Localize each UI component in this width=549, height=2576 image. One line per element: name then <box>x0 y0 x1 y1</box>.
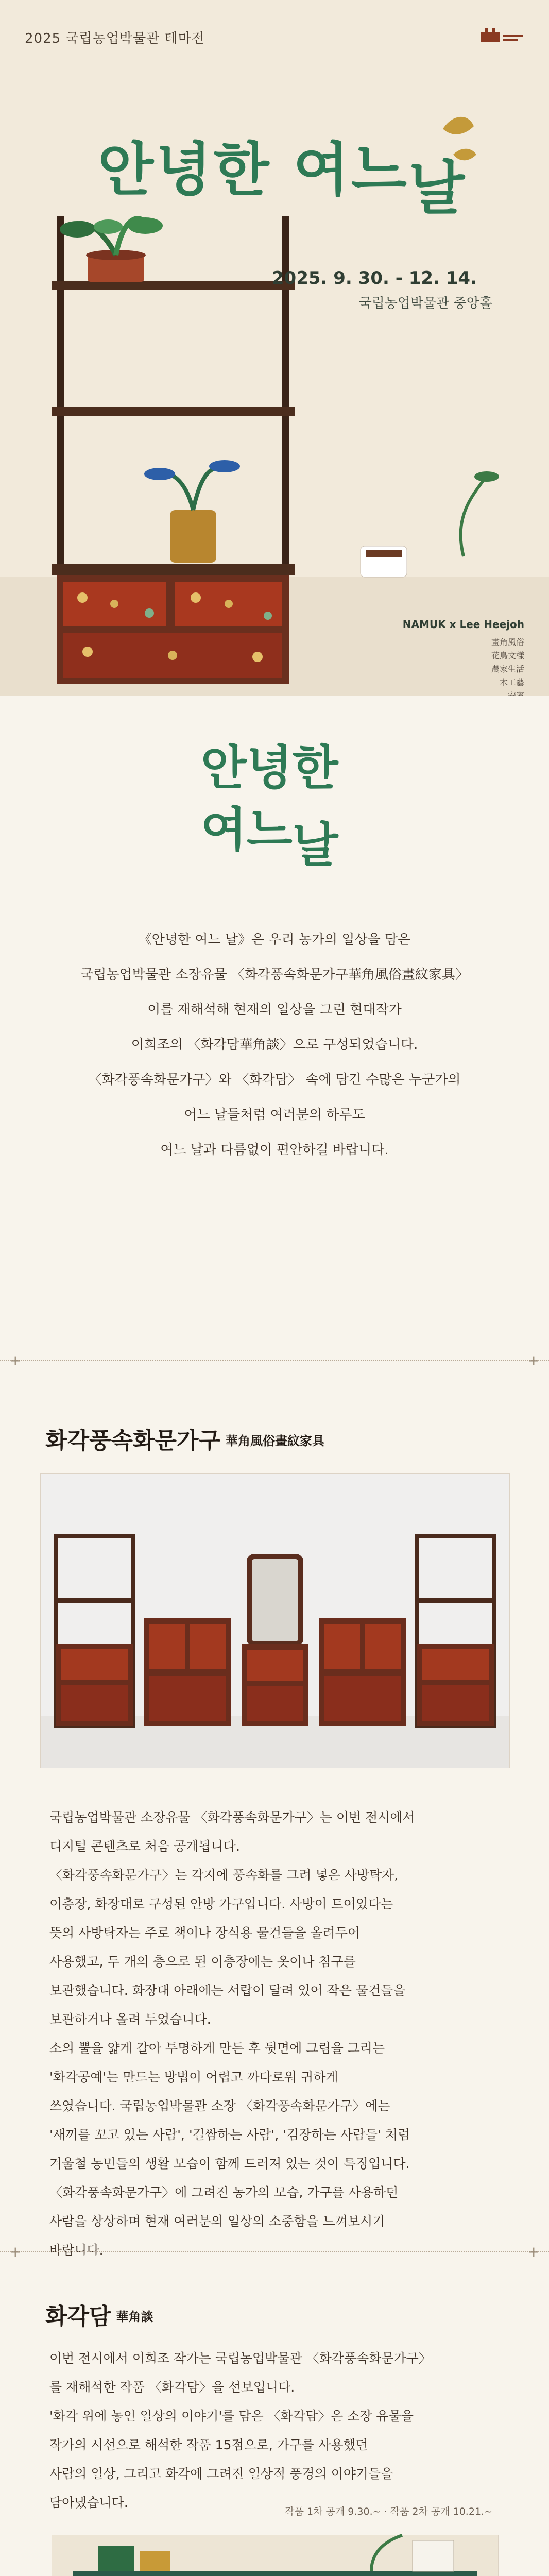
furniture-set-image <box>41 1474 509 1768</box>
intro-title-line-1: 안녕한 <box>201 740 338 795</box>
paragraph-line: 를 재해석한 작품 〈화각담〉을 선보입니다. <box>49 2380 295 2395</box>
paragraph-line: 어느 날들처럼 여러분의 하루도 <box>184 1107 365 1123</box>
paragraph-line: 국립농업박물관 소장유물 〈화각풍속화문가구〉는 이번 전시에서 <box>49 1810 415 1825</box>
collaboration-credit: NAMUK x Lee Heejoh <box>402 618 524 631</box>
intro-title-line-2b: 날 <box>292 817 338 873</box>
paragraph-line: 뜻의 사방탁자는 주로 책이나 장식용 물건들을 올려두어 <box>49 1925 361 1940</box>
hanja-line: 農家生活 <box>491 664 524 674</box>
paragraph-line: 보관하거나 올려 두었습니다. <box>49 2012 211 2027</box>
artwork-title <box>45 2298 153 2331</box>
paragraph-line: '새끼를 꼬고 있는 사람', '길쌈하는 사람', '김장하는 사람들' 처럼 <box>49 2127 410 2142</box>
paragraph-line: '화각 위에 놓인 일상의 이야기'를 담은 〈화각담〉은 소장 유물을 <box>49 2409 414 2424</box>
paragraph-line: '화각공예'는 만드는 방법이 어렵고 까다로워 귀하게 <box>49 2070 338 2084</box>
release-schedule: 작품 1차 공개 9.30.~ · 작품 2차 공개 10.21.~ <box>285 2506 492 2517</box>
paragraph-line: 이를 재해석해 현재의 일상을 그린 현대작가 <box>147 1002 402 1018</box>
hero-section <box>0 0 549 696</box>
paragraph-line: 사람을 상상하며 현재 여러분의 일상의 소중함을 느껴보시기 <box>49 2214 385 2229</box>
paragraph-line: 담아냈습니다. <box>49 2495 128 2510</box>
paragraph-line: 이희조의 〈화각담華角談〉으로 구성되었습니다. <box>131 1037 418 1053</box>
exhibition-label: 2025 국립농업박물관 테마전 <box>25 31 205 46</box>
title-part-2: 날 <box>408 155 467 222</box>
artwork-paragraph <box>49 2344 500 2517</box>
furniture-title-text: 화각풍속화문가구 <box>45 1428 221 1454</box>
hanja-line: 木工藝 <box>499 677 524 687</box>
artwork-title-hanja: 華角談 <box>116 2310 153 2324</box>
exhibition-date: 2025. 9. 30. - 12. 14. <box>271 268 477 289</box>
plus-mark-icon: + <box>527 1352 540 1369</box>
museum-logo-icon <box>479 25 525 45</box>
paragraph-line: 〈화각풍속화문가구〉에 그려진 농가의 모습, 가구를 사용하던 <box>49 2185 399 2200</box>
artwork-title-text: 화각담 <box>45 2303 111 2330</box>
paragraph-line: 〈화각풍속화문가구〉는 각지에 풍속화를 그려 넣은 사방탁자, <box>49 1868 399 1883</box>
furniture-title-hanja: 華角風俗畫紋家具 <box>226 1434 325 1448</box>
paragraph-line: 여느 날과 다름없이 편안하길 바랍니다. <box>160 1142 389 1158</box>
paragraph-line: 사용했고, 두 개의 층으로 된 이층장에는 옷이나 침구를 <box>49 1954 356 1969</box>
hero-illustration <box>0 0 549 696</box>
paragraph-line: 소의 뿔을 얇게 갈아 투명하게 만든 후 뒷면에 그림을 그리는 <box>49 2041 385 2056</box>
paragraph-line: 겨울철 농민들의 생활 모습이 함께 드러져 있는 것이 특징입니다. <box>49 2156 410 2171</box>
title-part-1: 안녕한 여느 <box>98 136 409 204</box>
paragraph-line: 국립농업박물관 소장유물 〈화각풍속화문가구華角風俗畫紋家具〉 <box>80 967 469 982</box>
paragraph-line: 사람의 일상, 그리고 화각에 그려진 일상적 풍경의 이야기들을 <box>49 2466 393 2481</box>
furniture-title <box>45 1422 324 1455</box>
paragraph-line: 작가의 시선으로 해석한 작품 15점으로, 가구를 사용했던 <box>49 2437 368 2452</box>
intro-section <box>0 696 549 1381</box>
hanja-list <box>491 636 524 703</box>
plus-mark-icon: + <box>9 2243 22 2260</box>
exhibition-title <box>98 124 467 222</box>
paragraph-line: 〈화각풍속화문가구〉와 〈화각담〉 속에 담긴 수많은 누군가의 <box>88 1072 461 1088</box>
paragraph-line: 이번 전시에서 이희조 작가는 국립농업박물관 〈화각풍속화문가구〉 <box>49 2351 432 2366</box>
low-dressing-table-painting <box>52 2535 498 2576</box>
paragraph-line: 쓰였습니다. 국립농업박물관 소장 〈화각풍속화문가구〉에는 <box>49 2098 390 2113</box>
paragraph-line: 《안녕한 여느 날》은 우리 농가의 일상을 담은 <box>138 932 411 947</box>
intro-paragraph <box>21 922 528 1167</box>
intro-title <box>201 737 338 873</box>
paragraph-line: 디지털 콘텐츠로 처음 공개됩니다. <box>49 1839 240 1854</box>
hanja-line: 畫角風俗 <box>491 637 524 647</box>
furniture-section <box>0 1381 549 2267</box>
furniture-paragraph <box>49 1803 500 2265</box>
paragraph-line: 이층장, 화장대로 구성된 안방 가구입니다. 사방이 트여있다는 <box>49 1896 393 1911</box>
intro-title-line-2a: 여느 <box>201 802 293 857</box>
plus-mark-icon: + <box>9 1352 22 1369</box>
section-divider <box>0 1352 549 1369</box>
plus-mark-icon: + <box>527 2243 540 2260</box>
hanja-line: 花鳥文樣 <box>491 651 524 660</box>
furniture-photo <box>40 1473 510 1768</box>
exhibition-place: 국립농업박물관 중앙홀 <box>358 296 492 311</box>
artwork-image <box>52 2535 499 2576</box>
paragraph-line: 바랍니다. <box>49 2243 104 2258</box>
artwork-section <box>0 2267 549 2576</box>
paragraph-line: 보관했습니다. 화장대 아래에는 서랍이 달려 있어 작은 물건들을 <box>49 1983 406 1998</box>
